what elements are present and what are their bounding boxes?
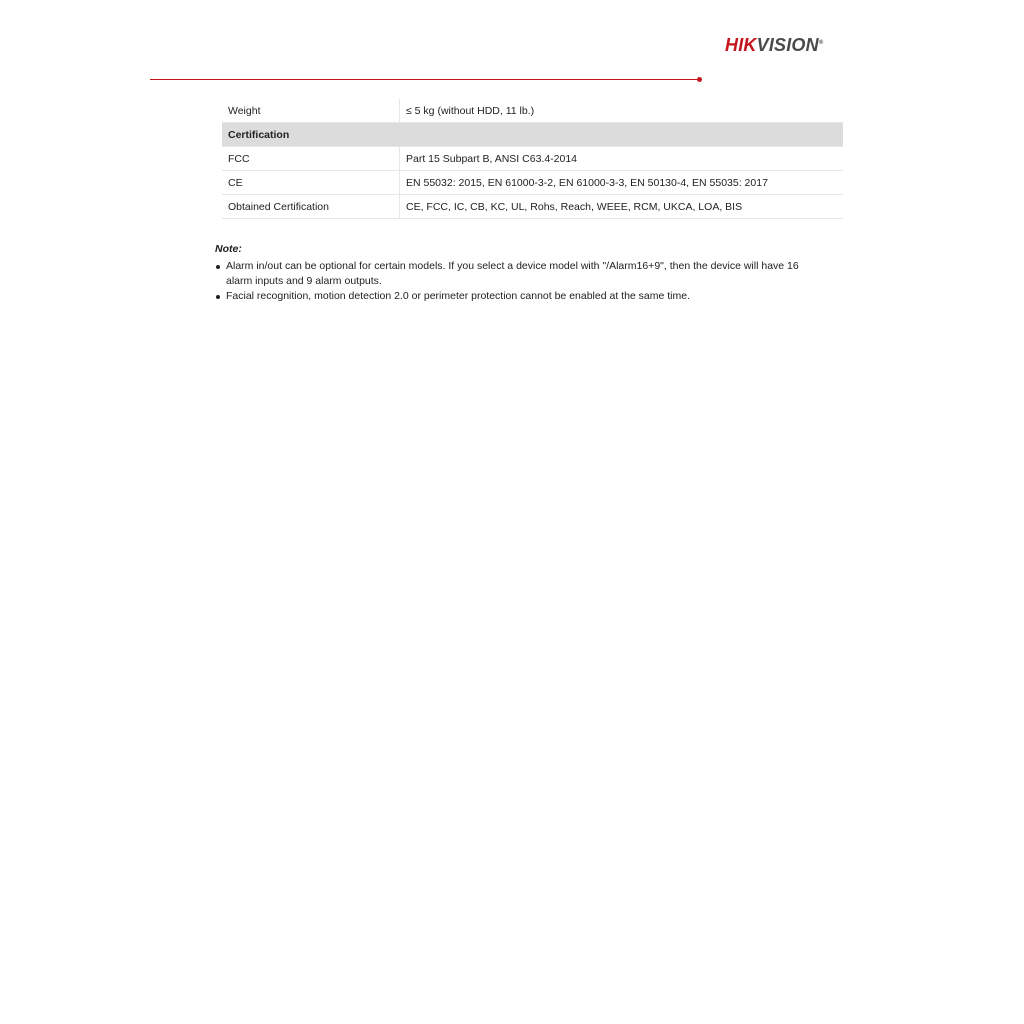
note-list (215, 259, 825, 304)
table-cell-value: Part 15 Subpart B, ANSI C63.4-2014 (400, 147, 844, 171)
table-row-weight (222, 99, 843, 123)
table-section-certification (222, 123, 843, 147)
table-cell-label: FCC (222, 147, 400, 171)
table-cell-value: EN 55032: 2015, EN 61000-3-2, EN 61000-3-3, EN 50130-4, EN 55035: 2017 (400, 171, 844, 195)
table-cell-value: CE, FCC, IC, CB, KC, UL, Rohs, Reach, WEEE, RCM, UKCA, LOA, BIS (400, 195, 844, 219)
table-cell-value: ≤ 5 kg (without HDD, 11 lb.) (400, 99, 844, 123)
logo-text-hik: HIK (725, 35, 757, 55)
table-cell-label: CE (222, 171, 400, 195)
note-title: Note: (215, 243, 242, 255)
table-row-obtained-certification (222, 195, 843, 219)
table-cell-label: Weight (222, 99, 400, 123)
registered-mark: ® (818, 40, 824, 46)
logo-text-vision: VISION (756, 35, 819, 55)
header-divider-dot (697, 77, 702, 82)
table-row-ce (222, 171, 843, 195)
header-divider (150, 79, 697, 80)
note-item: Facial recognition, motion detection 2.0 or perimeter protection cannot be enabled at the same time. (215, 289, 825, 304)
note-item: Alarm in/out can be optional for certain models. If you select a device model with "/Alarm16+9", then the device will have 16 alarm inputs and 9 alarm outputs. (215, 259, 825, 289)
section-heading: Certification (222, 123, 843, 147)
table-row-fcc (222, 147, 843, 171)
spec-table (222, 99, 843, 219)
hikvision-logo (725, 31, 823, 57)
note-section (215, 242, 825, 304)
table-cell-label: Obtained Certification (222, 195, 400, 219)
